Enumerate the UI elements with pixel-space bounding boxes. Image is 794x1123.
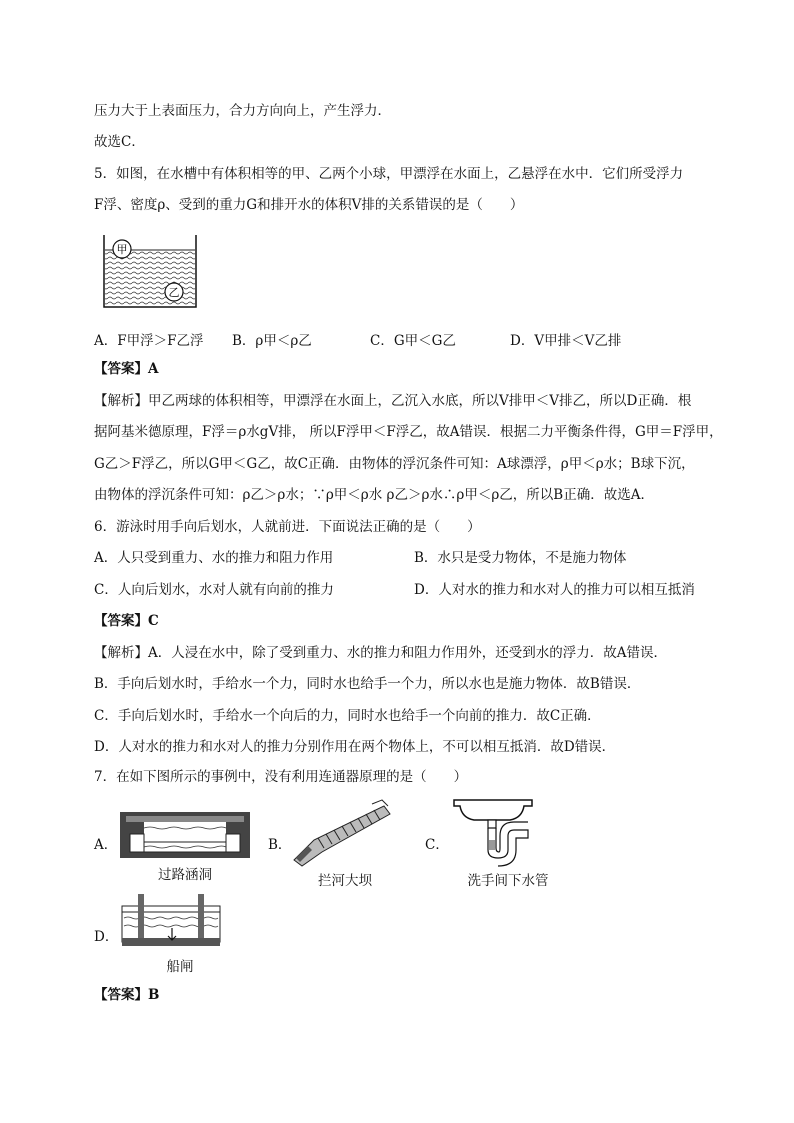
explanation-line: 由物体的浮沉条件可知：ρ乙＞ρ水；∵ρ甲＜ρ水 ρ乙＞ρ水∴ρ甲＜ρ乙，所以B正确．故选A． xyxy=(94,487,654,503)
question-6-stem: 6．游泳时用手向后划水，人就前进．下面说法正确的是（ ） xyxy=(94,519,481,535)
dam-figure xyxy=(292,800,392,866)
option-c: C．G甲＜G乙 xyxy=(370,333,456,349)
question-5-stem-cont: F浮、密度ρ、受到的重力G和排开水的体积V排的关系错误的是（ ） xyxy=(94,197,524,213)
text-line: 压力大于上表面压力，合力方向向上，产生浮力． xyxy=(94,103,391,119)
culvert-figure xyxy=(120,808,250,860)
label-jia: 甲 xyxy=(116,243,128,256)
option-b: B．水只是受力物体，不是施力物体 xyxy=(414,550,627,566)
answer-label: 【答案】C xyxy=(94,613,159,629)
explanation-line: 【解析】甲乙两球的体积相等，甲漂浮在水面上，乙沉入水底，所以V排甲＜V排乙，所以D正确．根 xyxy=(94,393,692,409)
explanation-line: G乙＞F浮乙，所以G甲＜G乙，故C正确．由物体的浮沉条件可知：A球漂浮，ρ甲＜ρ水；B球下沉， xyxy=(94,456,695,472)
explanation-line: D．人对水的推力和水对人的推力分别作用在两个物体上，不可以相互抵消．故D错误． xyxy=(94,739,616,755)
explanation-line: 据阿基米德原理，F浮＝ρ水gV排， 所以F浮甲＜F浮乙，故A错误．根据二力平衡条件得，G甲＝F浮甲， xyxy=(94,424,723,440)
answer-label: 【答案】A xyxy=(94,361,159,377)
option-d: D．人对水的推力和水对人的推力可以相互抵消 xyxy=(414,582,695,598)
option-c: C． xyxy=(425,837,449,853)
caption-dam: 拦河大坝 xyxy=(318,873,372,889)
text-line: 故选C． xyxy=(94,134,145,150)
label-yi: 乙 xyxy=(168,286,180,299)
option-d: D．V甲排＜V乙排 xyxy=(510,333,622,349)
caption-culvert: 过路涵洞 xyxy=(158,867,212,883)
question-5-stem: 5．如图，在水槽中有体积相等的甲、乙两个小球，甲漂浮在水面上，乙悬浮在水中．它们所受浮力 xyxy=(94,166,684,182)
option-b: B．ρ甲＜ρ乙 xyxy=(232,333,312,349)
caption-sink: 洗手间下水管 xyxy=(467,873,549,889)
explanation-line: 【解析】A．人浸在水中，除了受到重力、水的推力和阻力作用外，还受到水的浮力．故A错误． xyxy=(94,645,667,661)
answer-label: 【答案】B xyxy=(94,987,160,1003)
explanation-line: C．手向后划水时，手给水一个向后的力，同时水也给手一个向前的推力．故C正确． xyxy=(94,708,601,724)
option-a: A． xyxy=(94,837,118,853)
option-a: A．人只受到重力、水的推力和阻力作用 xyxy=(94,550,334,566)
option-c: C．人向后划水，水对人就有向前的推力 xyxy=(94,582,334,598)
option-d: D． xyxy=(94,929,119,945)
caption-ship-lock: 船闸 xyxy=(166,959,194,975)
option-b: B． xyxy=(268,837,292,853)
sink-drain-figure xyxy=(452,796,534,862)
explanation-line: B．手向后划水时，手给水一个力，同时水也给手一个力，所以水也是施力物体．故B错误． xyxy=(94,676,641,692)
ship-lock-figure xyxy=(122,892,220,948)
option-a: A．F甲浮＞F乙浮 xyxy=(94,333,204,349)
water-tank-figure xyxy=(100,235,200,311)
question-7-stem: 7．在如下图所示的事例中，没有利用连通器原理的是（ ） xyxy=(94,769,468,785)
